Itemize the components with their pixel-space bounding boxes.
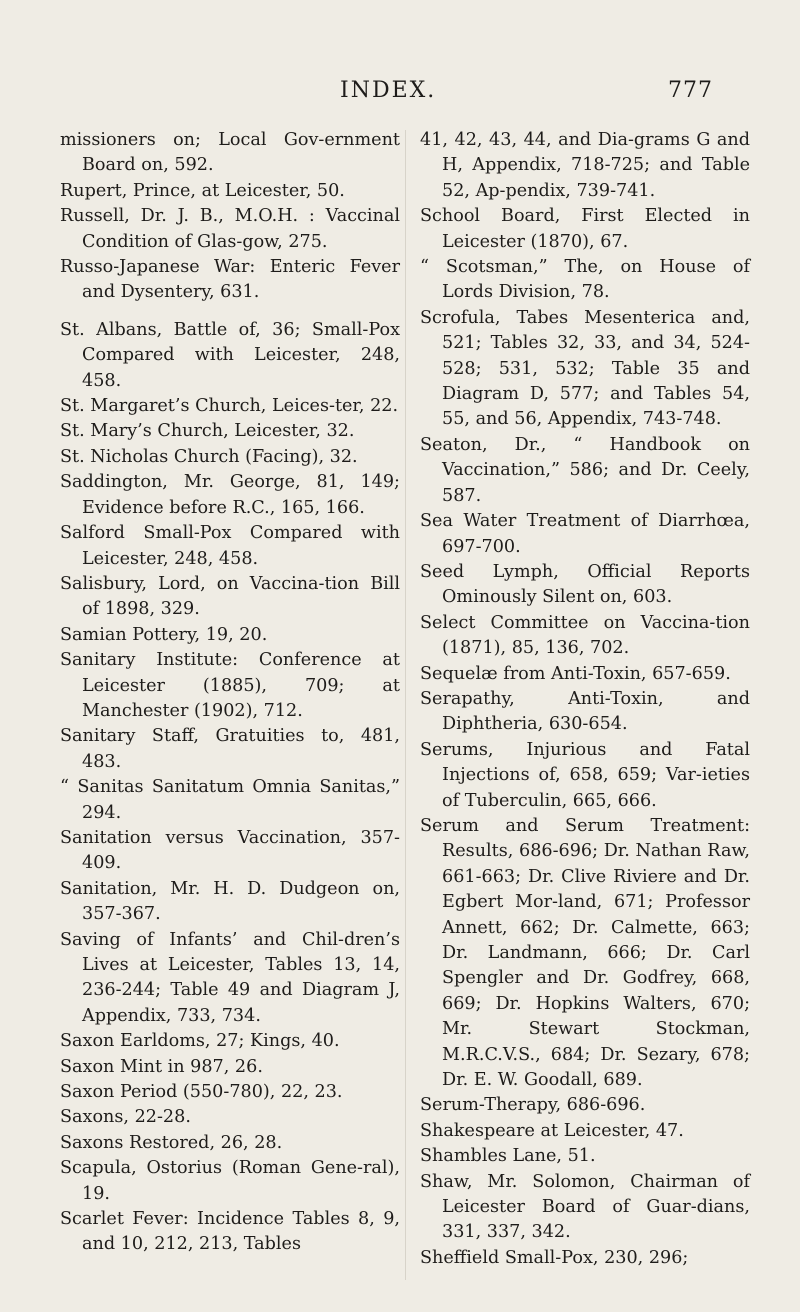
index-entry: Saxons, 22-28. (60, 1107, 191, 1128)
index-entry: Shaw, Mr. Solomon, Chairman of Leicester Board of Guar-dians, 331, 337, 342. (420, 1171, 750, 1243)
index-entry: Sequelæ from Anti-Toxin, 657-659. (420, 663, 731, 684)
index-entry: Saxon Earldoms, 27; Kings, 40. (60, 1031, 340, 1052)
index-entry: Serum-Therapy, 686-696. (420, 1095, 646, 1116)
index-entry: Seed Lymph, Official Reports Ominously Silent on, 603. (420, 561, 750, 608)
index-entry: “ Sanitas Sanitatum Omnia Sanitas,” 294. (60, 777, 400, 823)
index-entry: St. Albans, Battle of, 36; Small-Pox Compared with Leicester, 248, 458. (60, 319, 400, 391)
left-index-column (60, 128, 400, 1258)
index-entry: Sea Water Treatment of Diarrhœa, 697-700. (420, 511, 750, 557)
right-index-column (420, 128, 750, 1271)
page-header (0, 78, 800, 108)
index-entry: Saxons Restored, 26, 28. (60, 1132, 283, 1153)
column-divider (405, 130, 406, 1280)
index-entry: Sheffield Small-Pox, 230, 296; (420, 1247, 689, 1268)
index-entry: Scarlet Fever: Incidence Tables 8, 9, and 10, 212, 213, Tables (60, 1209, 400, 1255)
index-entry: St. Mary’s Church, Leicester, 32. (60, 421, 355, 442)
index-entry: “ Scotsman,” The, on House of Lords Division, 78. (420, 257, 750, 303)
index-entry: Sanitation, Mr. H. D. Dudgeon on, 357-367. (60, 878, 400, 925)
index-entry: Sanitary Institute: Conference at Leicester (1885), 709; at Manchester (1902), 712. (60, 650, 400, 721)
running-title: INDEX. (340, 78, 437, 103)
index-entry: School Board, First Elected in Leicester (1870), 67. (420, 206, 750, 252)
index-entry: Samian Pottery, 19, 20. (60, 624, 268, 645)
index-entry: Salisbury, Lord, on Vaccina-tion Bill of 1898, 329. (60, 573, 400, 620)
index-entry: St. Margaret’s Church, Leices-ter, 22. (60, 396, 399, 417)
index-entry: Scapula, Ostorius (Roman Gene-ral), 19. (60, 1158, 400, 1204)
index-entry: Serapathy, Anti-Toxin, and Diphtheria, 630-654. (420, 688, 750, 735)
index-entry: St. Nicholas Church (Facing), 32. (60, 446, 358, 467)
index-entry: Serums, Injurious and Fatal Injections of, 658, 659; Var-ieties of Tuberculin, 665, 666. (420, 739, 750, 811)
section-gap (60, 306, 400, 318)
index-entry: Saving of Infants’ and Chil-dren’s Lives at Leicester, Tables 13, 14, 236-244; Table 49 and Diagram J, Appendix, 733, 734. (60, 929, 400, 1026)
index-entry: Salford Small-Pox Compared with Leicester, 248, 458. (60, 523, 400, 569)
index-entry: Sanitation versus Vaccination, 357-409. (60, 827, 400, 874)
index-entry: Russell, Dr. J. B., M.O.H. : Vaccinal Condition of Glas-gow, 275. (60, 206, 400, 252)
index-entry: Shambles Lane, 51. (420, 1146, 596, 1167)
index-entry: Saxon Period (550-780), 22, 23. (60, 1082, 343, 1103)
index-entry: Saddington, Mr. George, 81, 149; Evidence before R.C., 165, 166. (60, 472, 400, 518)
index-entry: Shakespeare at Leicester, 47. (420, 1120, 684, 1141)
index-entry: missioners on; Local Gov-ernment Board on, 592. (60, 130, 400, 176)
index-entry: Serum and Serum Treatment: Results, 686-696; Dr. Nathan Raw, 661-663; Dr. Clive Riviere and Dr. Egbert Mor-land, 671; Professor Annett, 662; Dr. Calmette, 663; Dr. Landmann, 666; Dr. Carl Spengler and Dr. Godfrey, 668, 669; Dr. Hopkins Walters, 670; Mr. Stewart Stockman, M.R.C.V.S., 684; Dr. Sezary, 678; Dr. E. W. Goodall, 689. (420, 815, 750, 1091)
index-entry: Sanitary Staff, Gratuities to, 481, 483. (60, 726, 400, 772)
index-entry: Saxon Mint in 987, 26. (60, 1056, 263, 1077)
index-entry: Scrofula, Tabes Mesenterica and, 521; Tables 32, 33, and 34, 524-528; 531, 532; Table 35 and Diagram D, 577; and Tables 54, 55, and 56, Appendix, 743-748. (420, 307, 750, 430)
index-entry: Rupert, Prince, at Leicester, 50. (60, 180, 345, 201)
page-number: 777 (668, 78, 713, 103)
index-entry: 41, 42, 43, 44, and Dia-grams G and H, Appendix, 718-725; and Table 52, Ap-pendix, 739-741. (420, 130, 750, 201)
index-entry: Seaton, Dr., “ Handbook on Vaccination,” 586; and Dr. Ceely, 587. (420, 434, 750, 506)
index-entry: Russo-Japanese War: Enteric Fever and Dysentery, 631. (60, 257, 400, 303)
index-entry: Select Committee on Vaccina-tion (1871), 85, 136, 702. (420, 612, 750, 659)
